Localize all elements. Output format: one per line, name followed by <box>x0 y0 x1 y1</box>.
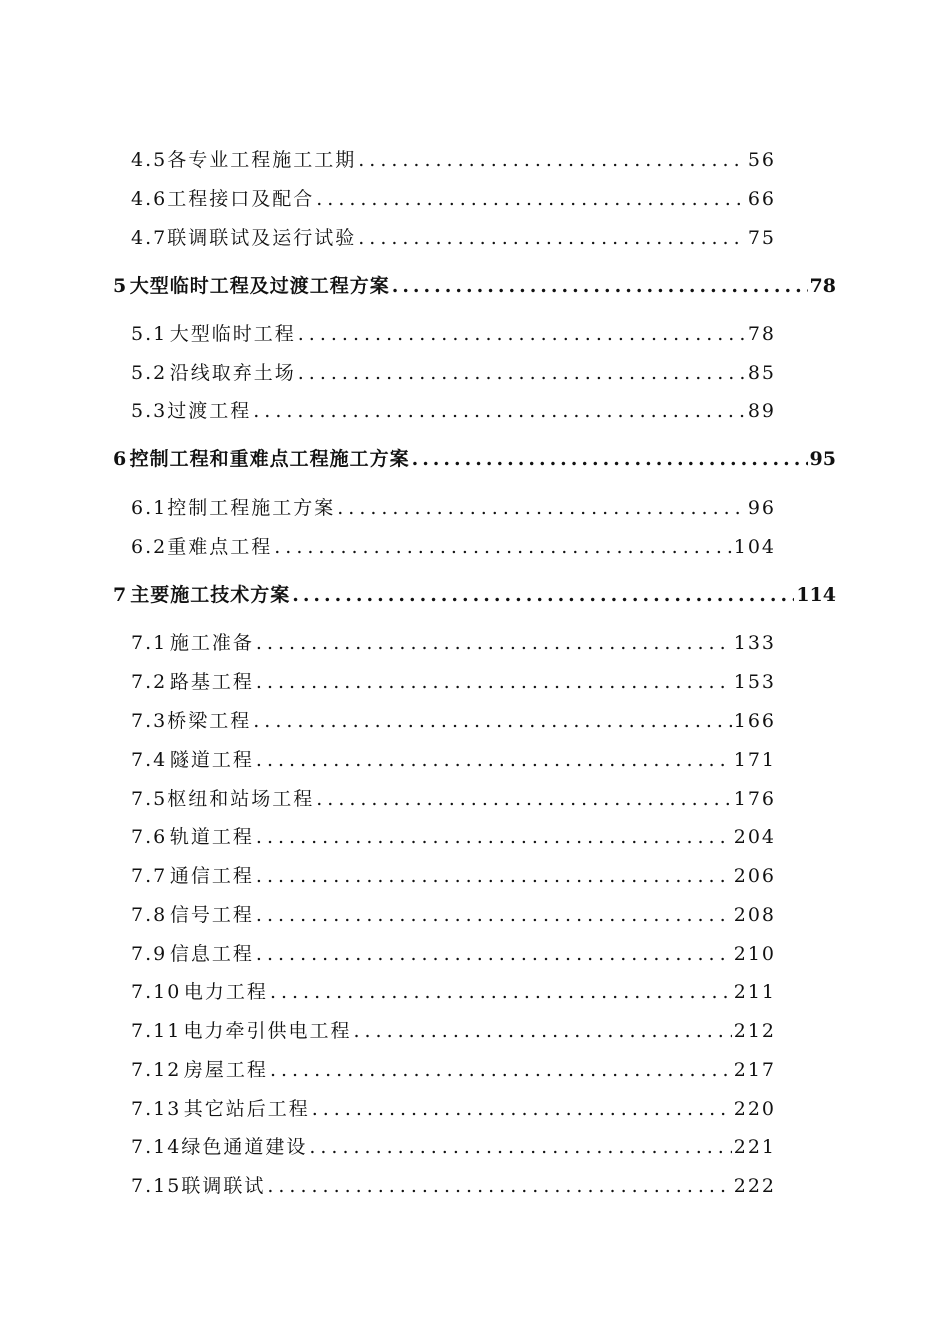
toc-entry[interactable] <box>131 319 776 345</box>
toc-entry[interactable] <box>131 358 776 384</box>
dot-leader <box>298 362 746 384</box>
toc-entry-page: 204 <box>733 826 776 848</box>
toc-entry[interactable] <box>131 1132 776 1158</box>
toc-entry-title: 轨道工程 <box>169 826 254 848</box>
toc-entry[interactable] <box>131 145 776 171</box>
toc-entry-title: 其它站后工程 <box>183 1098 310 1120</box>
toc-entry-number: 7.8 <box>131 904 168 926</box>
dot-leader <box>256 904 732 926</box>
dot-leader <box>256 671 732 693</box>
toc-entry-number: 7.6 <box>131 826 168 848</box>
toc-entry-number: 7.4 <box>131 749 168 771</box>
toc-entry-number: 7.10 <box>131 981 182 1003</box>
toc-entry-page: 212 <box>733 1020 776 1042</box>
toc-chapter-page: 78 <box>809 275 836 297</box>
toc-entry-title: 过渡工程 <box>167 400 252 422</box>
dot-leader <box>316 788 732 810</box>
toc-entry-number: 7.15 <box>131 1175 182 1197</box>
toc-entry-page: 153 <box>733 671 776 693</box>
toc-entry[interactable] <box>131 667 776 693</box>
toc-entry[interactable] <box>131 861 776 887</box>
toc-entry-page: 66 <box>747 188 776 210</box>
toc-entry[interactable] <box>131 977 776 1003</box>
toc-entry-number: 4.5 <box>131 149 168 171</box>
toc-entry-title: 电力工程 <box>183 981 268 1003</box>
dot-leader <box>267 1175 731 1197</box>
toc-chapter-number: 7 <box>113 584 128 606</box>
dot-leader <box>298 323 746 345</box>
toc-entry-title: 大型临时工程 <box>169 323 296 345</box>
toc-chapter-entry[interactable] <box>113 580 836 608</box>
dot-leader <box>253 710 732 732</box>
toc-entry[interactable] <box>131 532 776 558</box>
toc-entry-number: 7.2 <box>131 671 168 693</box>
toc-entry-number: 6.1 <box>131 497 168 519</box>
toc-entry-page: 222 <box>733 1175 776 1197</box>
dot-leader <box>256 826 732 848</box>
dot-leader <box>256 943 732 965</box>
toc-entry-page: 176 <box>733 788 776 810</box>
toc-entry-title: 施工准备 <box>169 632 254 654</box>
dot-leader <box>316 188 746 210</box>
toc-entry-title: 绿色通道建设 <box>181 1136 308 1158</box>
dot-leader <box>292 584 794 606</box>
toc-entry-title: 房屋工程 <box>183 1059 268 1081</box>
toc-entry-page: 221 <box>733 1136 776 1158</box>
toc-entry-page: 85 <box>747 362 776 384</box>
toc-entry-page: 220 <box>733 1098 776 1120</box>
toc-entry-page: 217 <box>733 1059 776 1081</box>
toc-chapter-number: 5 <box>113 275 128 297</box>
toc-entry-number: 7.13 <box>131 1098 182 1120</box>
dot-leader <box>312 1098 732 1120</box>
dot-leader <box>337 497 746 519</box>
toc-entry-page: 211 <box>733 981 776 1003</box>
toc-entry-title: 沿线取弃土场 <box>169 362 296 384</box>
toc-entry-page: 96 <box>747 497 776 519</box>
toc-chapter-number: 6 <box>113 448 128 470</box>
dot-leader <box>256 749 732 771</box>
toc-entry-title: 联调联试 <box>181 1175 266 1197</box>
toc-entry[interactable] <box>131 939 776 965</box>
toc-entry-title: 枢纽和站场工程 <box>167 788 315 810</box>
toc-chapter-page: 95 <box>809 448 836 470</box>
toc-entry-title: 隧道工程 <box>169 749 254 771</box>
toc-chapter-entry[interactable] <box>113 444 836 472</box>
toc-entry-number: 7.12 <box>131 1059 182 1081</box>
toc-entry-page: 171 <box>733 749 776 771</box>
toc-entry-page: 75 <box>747 227 776 249</box>
toc-entry-number: 7.7 <box>131 865 168 887</box>
toc-entry[interactable] <box>131 493 776 519</box>
toc-entry[interactable] <box>131 1171 776 1197</box>
toc-entry-title: 信号工程 <box>169 904 254 926</box>
dot-leader <box>253 400 746 422</box>
toc-chapter-page: 114 <box>796 584 836 606</box>
dot-leader <box>392 275 808 297</box>
dot-leader <box>358 149 746 171</box>
dot-leader <box>358 227 746 249</box>
toc-entry-page: 210 <box>733 943 776 965</box>
toc-entry-number: 7.5 <box>131 788 168 810</box>
toc-entry-title: 电力牵引供电工程 <box>183 1020 352 1042</box>
dot-leader <box>270 1059 732 1081</box>
toc-entry-page: 206 <box>733 865 776 887</box>
toc-entry-title: 路基工程 <box>169 671 254 693</box>
toc-entry[interactable] <box>131 900 776 926</box>
toc-entry-title: 桥梁工程 <box>167 710 252 732</box>
toc-entry-title: 各专业工程施工工期 <box>167 149 357 171</box>
toc-entry-page: 208 <box>733 904 776 926</box>
dot-leader <box>274 536 732 558</box>
toc-entry-number: 7.14 <box>131 1136 182 1158</box>
toc-entry-number: 4.7 <box>131 227 168 249</box>
toc-entry[interactable] <box>131 184 776 210</box>
toc-entry[interactable] <box>131 1016 776 1042</box>
dot-leader <box>353 1020 731 1042</box>
toc-entry-number: 7.9 <box>131 943 168 965</box>
toc-entry[interactable] <box>131 706 776 732</box>
toc-entry-page: 56 <box>747 149 776 171</box>
toc-entry-number: 5.1 <box>131 323 168 345</box>
toc-entry-title: 联调联试及运行试验 <box>167 227 357 249</box>
toc-entry[interactable] <box>131 822 776 848</box>
toc-entry-page: 166 <box>733 710 776 732</box>
toc-entry-page: 78 <box>747 323 776 345</box>
toc-entry[interactable] <box>131 628 776 654</box>
toc-entry[interactable] <box>131 784 776 810</box>
toc-entry-title: 通信工程 <box>169 865 254 887</box>
toc-entry-number: 7.1 <box>131 632 168 654</box>
toc-entry[interactable] <box>131 745 776 771</box>
toc-entry[interactable] <box>131 223 776 249</box>
toc-chapter-title: 控制工程和重难点工程施工方案 <box>129 448 410 470</box>
toc-entry-page: 89 <box>747 400 776 422</box>
dot-leader <box>309 1136 731 1158</box>
toc-entry[interactable] <box>131 396 776 422</box>
toc-entry-number: 4.6 <box>131 188 168 210</box>
toc-entry-title: 控制工程施工方案 <box>167 497 336 519</box>
toc-entry-title: 重难点工程 <box>167 536 273 558</box>
toc-entry-number: 5.3 <box>131 400 168 422</box>
toc-entry-number: 7.11 <box>131 1020 182 1042</box>
dot-leader <box>412 448 808 470</box>
toc-chapter-title: 大型临时工程及过渡工程方案 <box>129 275 390 297</box>
toc-entry-page: 133 <box>733 632 776 654</box>
toc-entry-title: 工程接口及配合 <box>167 188 315 210</box>
toc-entry-number: 7.3 <box>131 710 168 732</box>
toc-chapter-title: 主要施工技术方案 <box>130 584 291 606</box>
toc-entry-number: 5.2 <box>131 362 168 384</box>
dot-leader <box>256 865 732 887</box>
dot-leader <box>256 632 732 654</box>
toc-entry-page: 104 <box>733 536 776 558</box>
toc-chapter-entry[interactable] <box>113 271 836 299</box>
toc-entry-title: 信息工程 <box>169 943 254 965</box>
dot-leader <box>270 981 732 1003</box>
toc-entry[interactable] <box>131 1094 776 1120</box>
toc-entry[interactable] <box>131 1055 776 1081</box>
toc-entry-number: 6.2 <box>131 536 168 558</box>
